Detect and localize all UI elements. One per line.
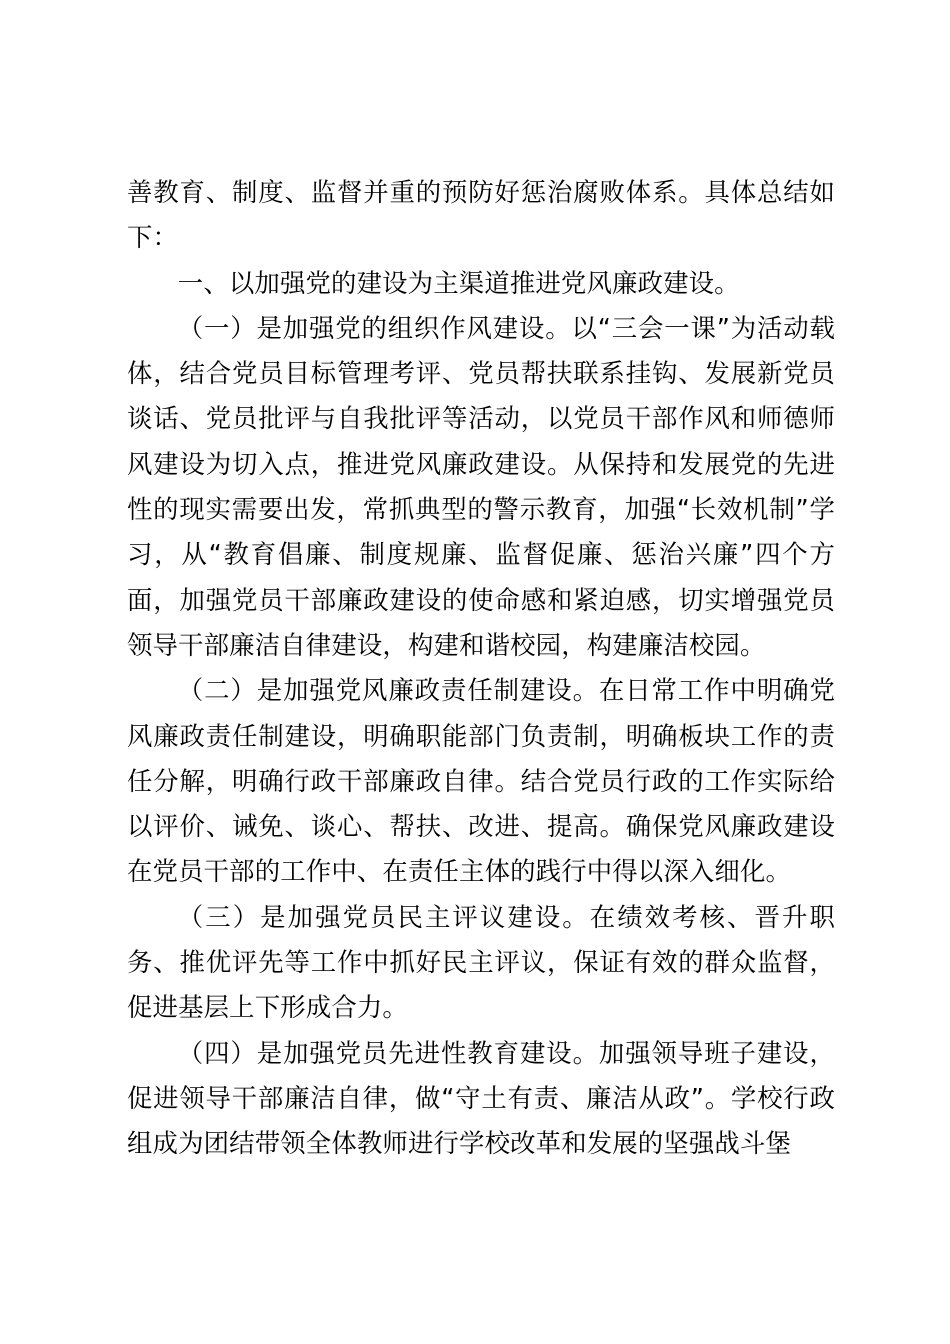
paragraph-responsibility-system: （二）是加强党风廉政责任制建设。在日常工作中明确党风廉政责任制建设，明确职能部门负责制，明确板块工作的责任分解，明确行政干部廉政自律。结合党员行政的工作实际给以评价、诫免、谈心、帮扶、改进、提高。确保党风廉政建设在党员干部的工作中、在责任主体的践行中得以深入细化。 bbox=[127, 675, 835, 887]
section-heading-one: 一、以加强党的建设为主渠道推进党风廉政建设。 bbox=[177, 267, 740, 298]
paragraph-democratic-evaluation: （三）是加强党员民主评议建设。在绩效考核、晋升职务、推优评先等工作中抓好民主评议，保证有效的群众监督，促进基层上下形成合力。 bbox=[127, 901, 835, 1023]
paragraph-organization-style: （一）是加强党的组织作风建设。以“三会一课”为活动载体，结合党员目标管理考评、党员帮扶联系挂钩、发展新党员谈话、党员批评与自我批评等活动，以党员干部作风和师德师风建设为切入点，推进党风廉政建设。从保持和发展党的先进性的现实需要出发，常抓典型的警示教育，加强“长效机制”学习，从“教育倡廉、制度规廉、监督促廉、惩治兴廉”四个方面，加强党员干部廉政建设的使命感和紧迫感，切实增强党员领导干部廉洁自律建设，构建和谐校园，构建廉洁校园。 bbox=[127, 312, 835, 660]
document-page bbox=[127, 170, 835, 1167]
paragraph-advanced-education: （四）是加强党员先进性教育建设。加强领导班子建设，促进领导干部廉洁自律，做“守土有责、廉洁从政”。学校行政组成为团结带领全体教师进行学校改革和发展的坚强战斗堡 bbox=[127, 1037, 835, 1159]
paragraph-intro-continuation: 善教育、制度、监督并重的预防好惩治腐败体系。具体总结如下： bbox=[127, 177, 835, 253]
